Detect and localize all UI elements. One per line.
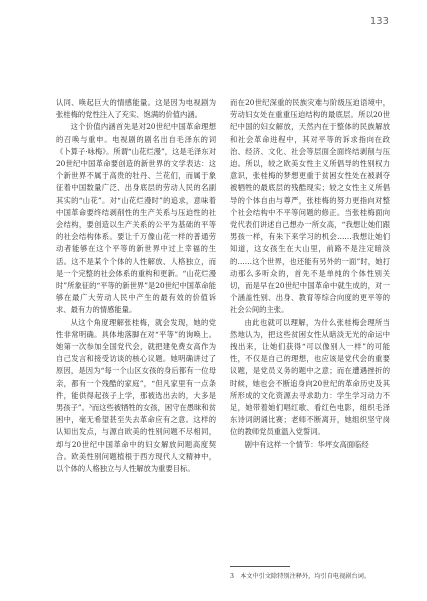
footnote-divider — [230, 566, 290, 567]
footnote: 3 本文中引文除特别注释外，均引自电视剧台词。 — [230, 573, 371, 580]
paragraph: 这个价值内涵首先是对20世纪中国革命理想的召唤与重申。电视剧的剧名出自毛泽东的词《卜算子·咏梅》。所谓“山花烂漫”，这是毛泽东对20世纪中国革命要创造的新世界的文学表达：这个新世界不属于高贵的牡丹、兰花们，而属于象征着中国数量广泛、出身底层的劳动人民的名副其实的“山花”。对“山花烂漫时”的追求，意味着中国革命要终结剥削性的生产关系与压迫性的社会结构，要创造以生产关系的公平为基础的平等的社会结构体系。要让千万像山花一样的普通劳动者能够在这个平等的新世界中过上幸福的生活。这不是某个个体的人性解放、人格独立，而是一个完整的社会体系的重构和更新。“山花烂漫时”所象征的“平等的新世界”是20世纪中国革命能够在最广大劳动人民中产生的最有效的价值诉求、最有力的情感能量。 — [56, 122, 216, 315]
left-column — [56, 97, 216, 587]
page-number: 133 — [369, 16, 389, 27]
paragraph: 剧中有这样一个情节：华坪女高面临经 — [244, 439, 369, 449]
body-text — [56, 97, 390, 587]
right-column — [230, 97, 390, 587]
paragraph: 而在20世纪深重的民族灾难与阶级压迫语境中，劳动妇女处在重重压迫结构的最底层。所以20世纪中国的妇女解放，天然内在于整体的民族解放和社会革命进程中，其对平等的诉求指向在政治、经济、文化、社会等层面全面终结剥削与压迫。所以，较之欧美女性主义所倡导的性别权力意识，张桂梅的梦想更重于贫困女性处在被剥夺被牺牲的最底层的残酷现实；较之女性主义所倡导的个体自由与尊严，张桂梅的努力更指向对整个社会结构中不平等问题的修正。当张桂梅面向党代表们讲述自己想办一所女高，“我想让她们跟男孩一样，有朱下来学习的机会……我想让她们知道，这女孩生在大山里，前路不是注定暗淡的……这个世界，也还能有另外的一面”时，她打动那么多听众的，首先不是单纯的个体性别关切，而是早在20世纪中国革命中就生成的，对一个涵盖性别、出身、教育等综合向度的更平等的社会公间的主张。 — [230, 98, 390, 315]
paragraph: 从这个角度理解张桂梅，就会发现，她的党性非常明确。具体地落脚在对“平等”的询唤上。她第一次参加全国党代会，就把建免费女高作为自己发言和接受访谈的核心议题。她明确讲过了原因，是因为“每一个山区女孩的身后都有一位母亲，都有一个残酷的家庭”，“但凡家里有一点条件，能供得起孩子上学，那被选出去的，大多是男孩子”。³而这些被牺牲的女孩，困守在愚昧和贫困中，毫无希望甚至失去革命应有之意。这样的认知出发点，与源自欧美的性别问题不尽相同，却与20世纪中国革命中的妇女解放问题高度契合。欧美性别问题植根于西方现代人文精神中，以个体的人格独立与人性解放为重要目标。 — [56, 317, 216, 474]
paragraph: 由此也就可以理解，为什么张桂梅会理所当然地认为，把这些贫困女性从暗淡无光的命运中拽出来，让她们获得“可以像别人一样”的可能性，不仅是自己的理想，也应该是党代会的重要议题，是党员义务的题中之意；而在遭遇挫折的时候，她也会不断追身向20世纪的革命历史及其所形成的文化资源去寻求助力：学生学习动力不足，她带着她们唱红歌、看红色电影，组织毛泽东诗词朗诵比赛；老师不断离开，她组织坚守岗位的教师党员重温入党誓词。 — [230, 317, 390, 437]
paragraph: 认同、唤起巨大的情感能量。这是因为电视剧为张桂梅的党性注入了充实、饱满的价值内涵。 — [56, 98, 216, 120]
